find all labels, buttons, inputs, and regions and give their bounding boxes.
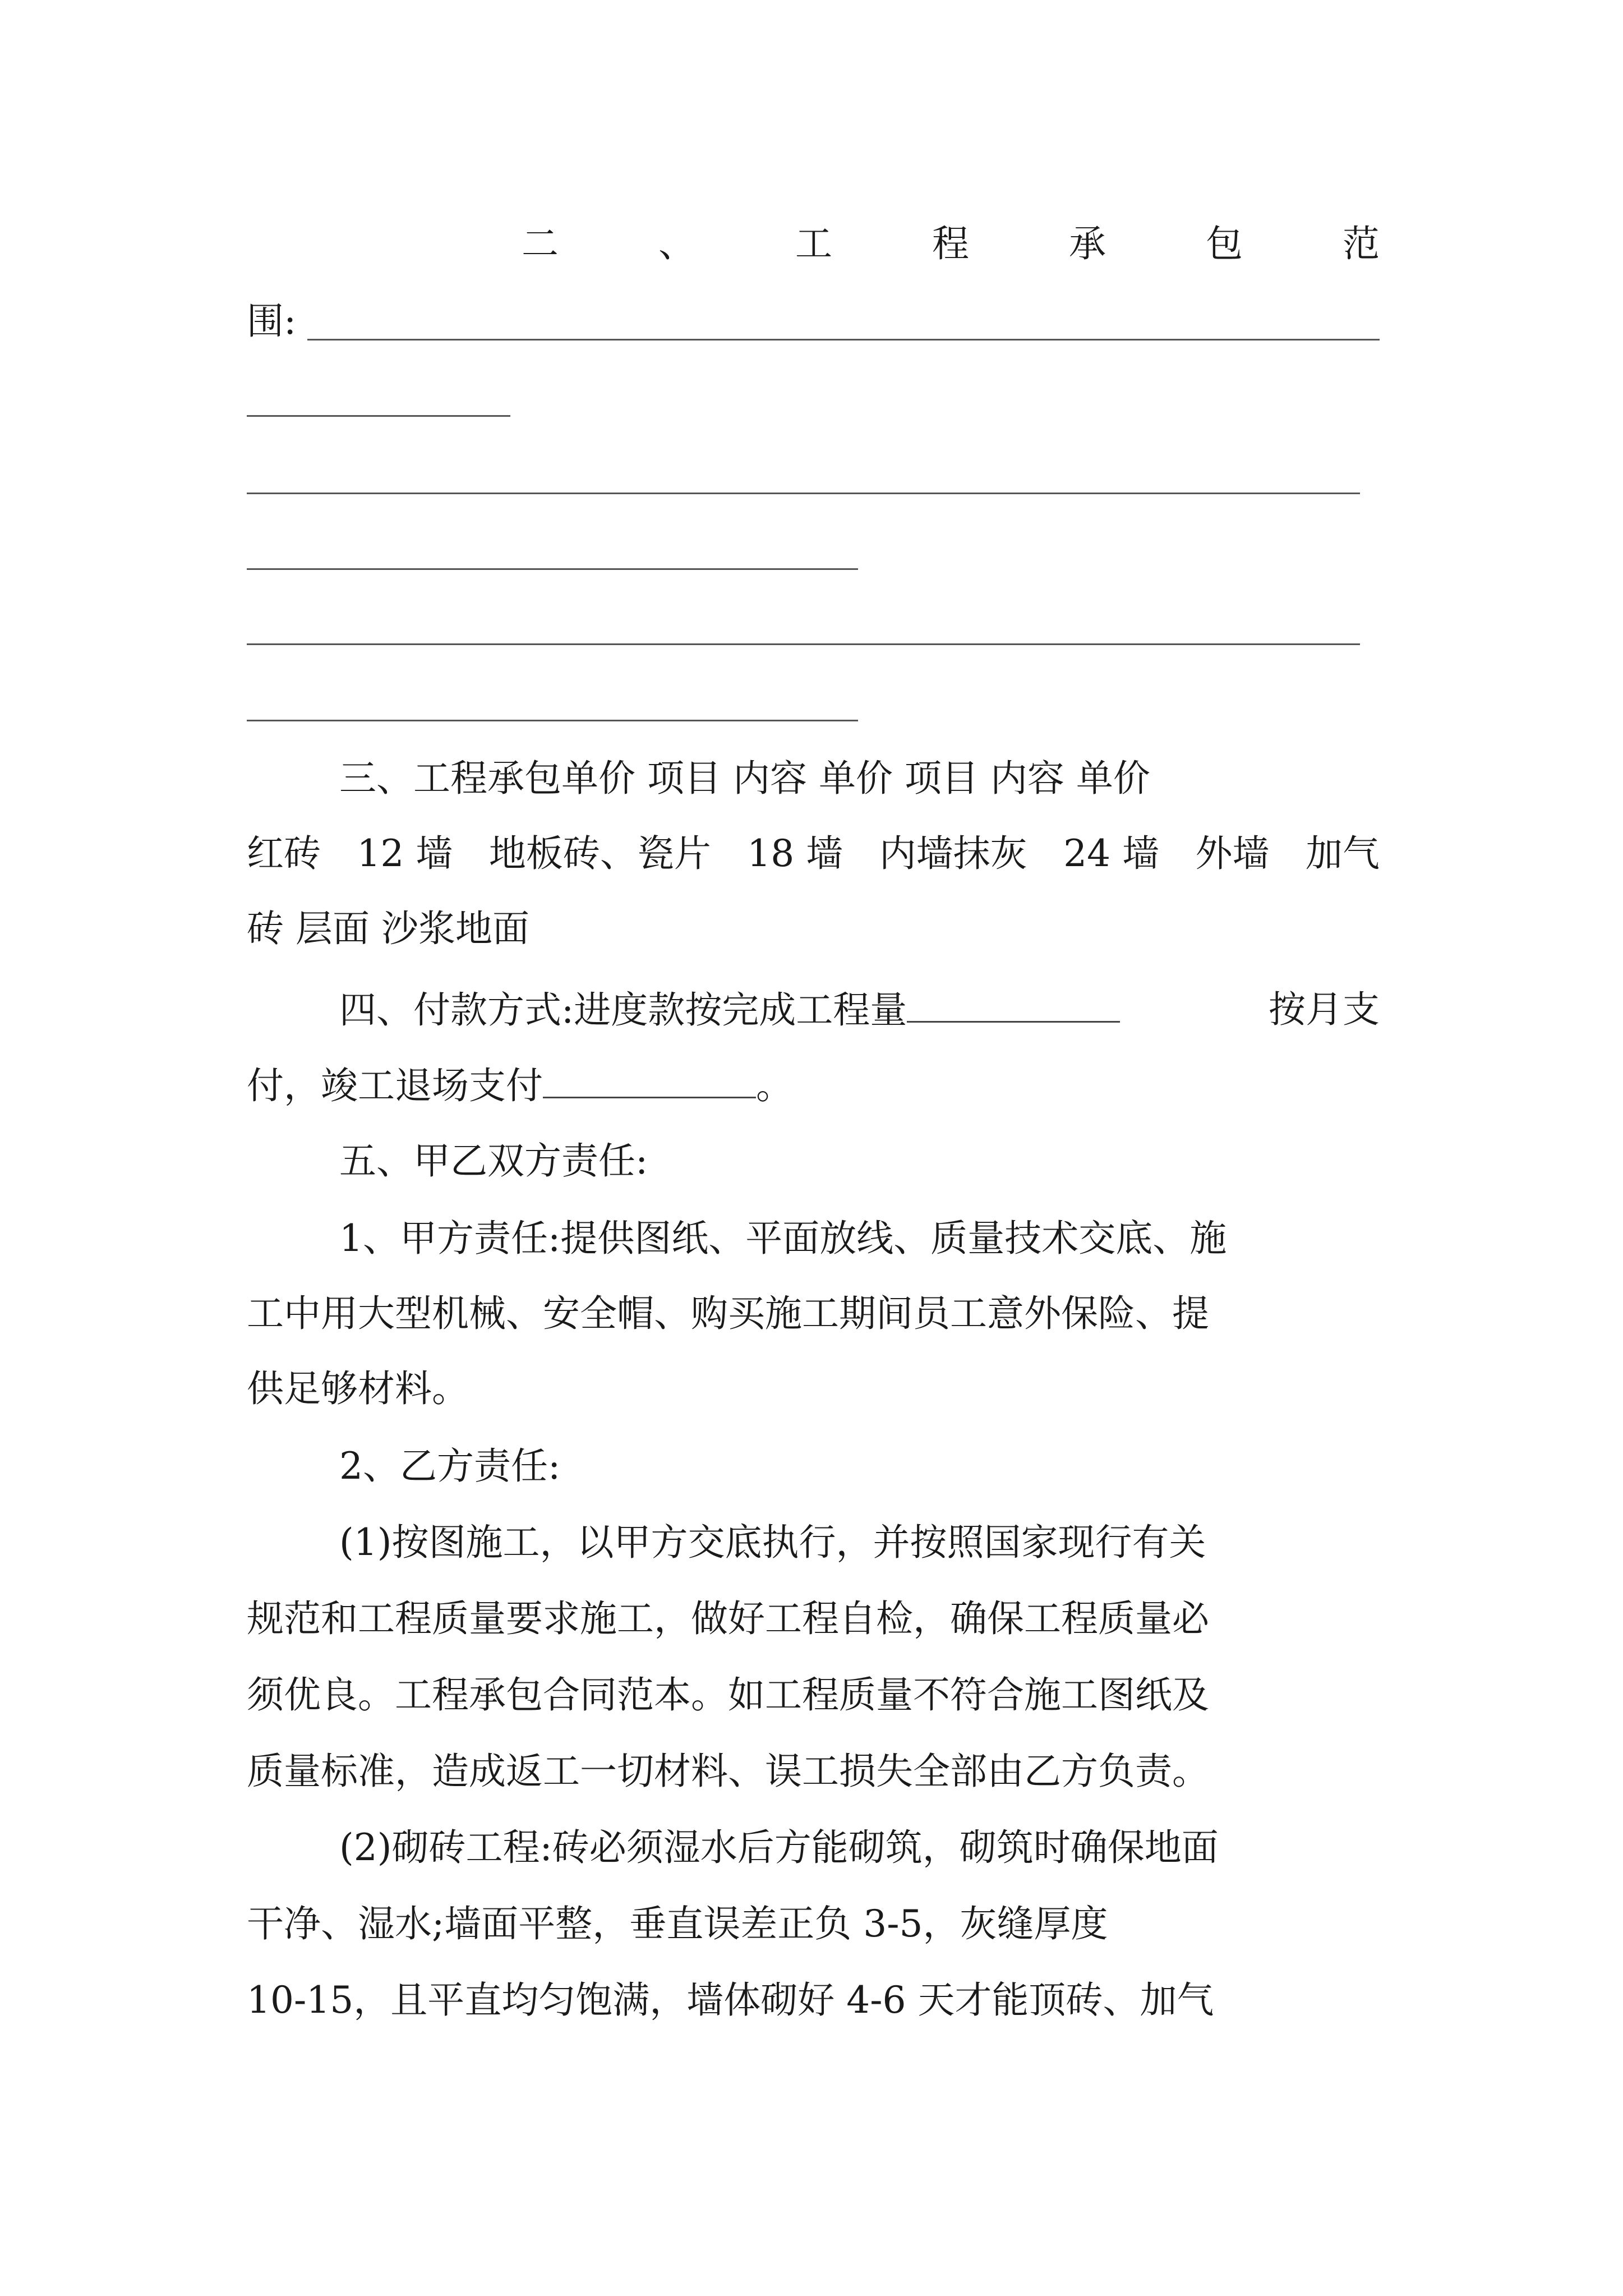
payment-text: 付，竣工退场支付 [247, 1064, 543, 1107]
party-a-line-2 [247, 1291, 1380, 1336]
paragraph-text: 干净、湿水;墙面平整，垂直误差正负 3-5，灰缝厚度 [247, 1902, 1108, 1945]
section-title: 2、乙方责任: [339, 1444, 561, 1488]
section-2-heading [522, 222, 1380, 266]
blank-fill-line [247, 568, 858, 570]
blank-fill-line [247, 643, 1360, 645]
section-4-line-2 [247, 1063, 1380, 1108]
paragraph-text: 工中用大型机械、安全帽、购买施工期间员工意外保险、提 [247, 1292, 1209, 1335]
section-3-line-3 [247, 907, 1380, 951]
table-cell-text: 红砖 [247, 832, 321, 875]
table-cell-text: 内墙抹灰 [879, 832, 1027, 875]
paragraph-text: 质量标准，造成返工一切材料、误工损失全部由乙方负责。 [247, 1750, 1209, 1793]
item-1-line-1 [339, 1520, 1380, 1565]
paragraph-text: 供足够材料。 [247, 1367, 469, 1410]
paragraph-text: 1、甲方责任:提供图纸、平面放线、质量技术交底、施 [339, 1217, 1227, 1260]
paragraph-text: 须优良。工程承包合同范本。如工程质量不符合施工图纸及 [247, 1673, 1209, 1717]
blank-fill-line [247, 415, 510, 417]
heading-char: 工 [795, 222, 832, 265]
party-a-line-3 [247, 1366, 1380, 1411]
section-5-title [339, 1139, 1472, 1184]
section-3-line-1 [339, 756, 1380, 801]
heading-char: 承 [1069, 222, 1106, 265]
paragraph-text: 规范和工程质量要求施工，做好工程自检，确保工程质量必 [247, 1597, 1209, 1640]
paragraph-text: 10-15，且平直均匀饱满，墙体砌好 4-6 天才能顶砖、加气 [247, 1978, 1214, 2022]
heading-char: 程 [932, 222, 969, 265]
table-cell-text: 24 墙 [1063, 832, 1160, 875]
paragraph-text: (2)砌砖工程:砖必须湿水后方能砌筑，砌筑时确保地面 [339, 1826, 1219, 1869]
heading-char: 、 [658, 222, 695, 265]
item-1-line-3 [247, 1673, 1380, 1718]
party-b-title [339, 1444, 1472, 1489]
blank-fill-line [543, 1063, 756, 1098]
table-cell-text: 地板砖、瓷片 [488, 832, 711, 875]
item-2-line-1 [339, 1825, 1380, 1870]
blank-fill-line [307, 339, 1380, 341]
table-cell-text: 18 墙 [747, 832, 843, 875]
section-title: 五、甲乙双方责任: [339, 1139, 648, 1182]
heading-char: 范 [1343, 222, 1380, 265]
heading-char: 包 [1206, 222, 1243, 265]
paragraph-text: 砖 层面 沙浆地面 [247, 907, 529, 950]
paragraph-text: (1)按图施工，以甲方交底执行，并按照国家现行有关 [339, 1521, 1206, 1564]
section-4-line-1 [339, 987, 1380, 1033]
heading-cont-text: 围: [247, 300, 297, 343]
table-cell-text: 12 墙 [357, 832, 453, 875]
item-1-line-2 [247, 1596, 1380, 1641]
blank-fill-line [247, 493, 1360, 494]
item-1-line-4 [247, 1749, 1380, 1794]
section-3-line-2 [247, 831, 1380, 876]
item-2-line-3 [247, 1978, 1380, 2023]
paragraph-text: 三、工程承包单价 项目 内容 单价 项目 内容 单价 [339, 757, 1150, 800]
item-2-line-2 [247, 1902, 1380, 1947]
payment-text: 四、付款方式:进度款按完成工程量 [339, 988, 907, 1032]
heading-char: 二 [522, 222, 559, 265]
party-a-line-1 [339, 1216, 1380, 1261]
payment-text: 。 [756, 1064, 793, 1107]
blank-fill-line [907, 987, 1120, 1023]
section-2-heading-cont [247, 299, 1380, 344]
paragraph-text [339, 987, 1120, 1033]
table-cell-text: 外墙 [1195, 832, 1270, 875]
table-cell-text: 加气 [1305, 832, 1380, 875]
payment-text: 按月支 [1269, 988, 1380, 1031]
blank-fill-line [247, 720, 858, 721]
